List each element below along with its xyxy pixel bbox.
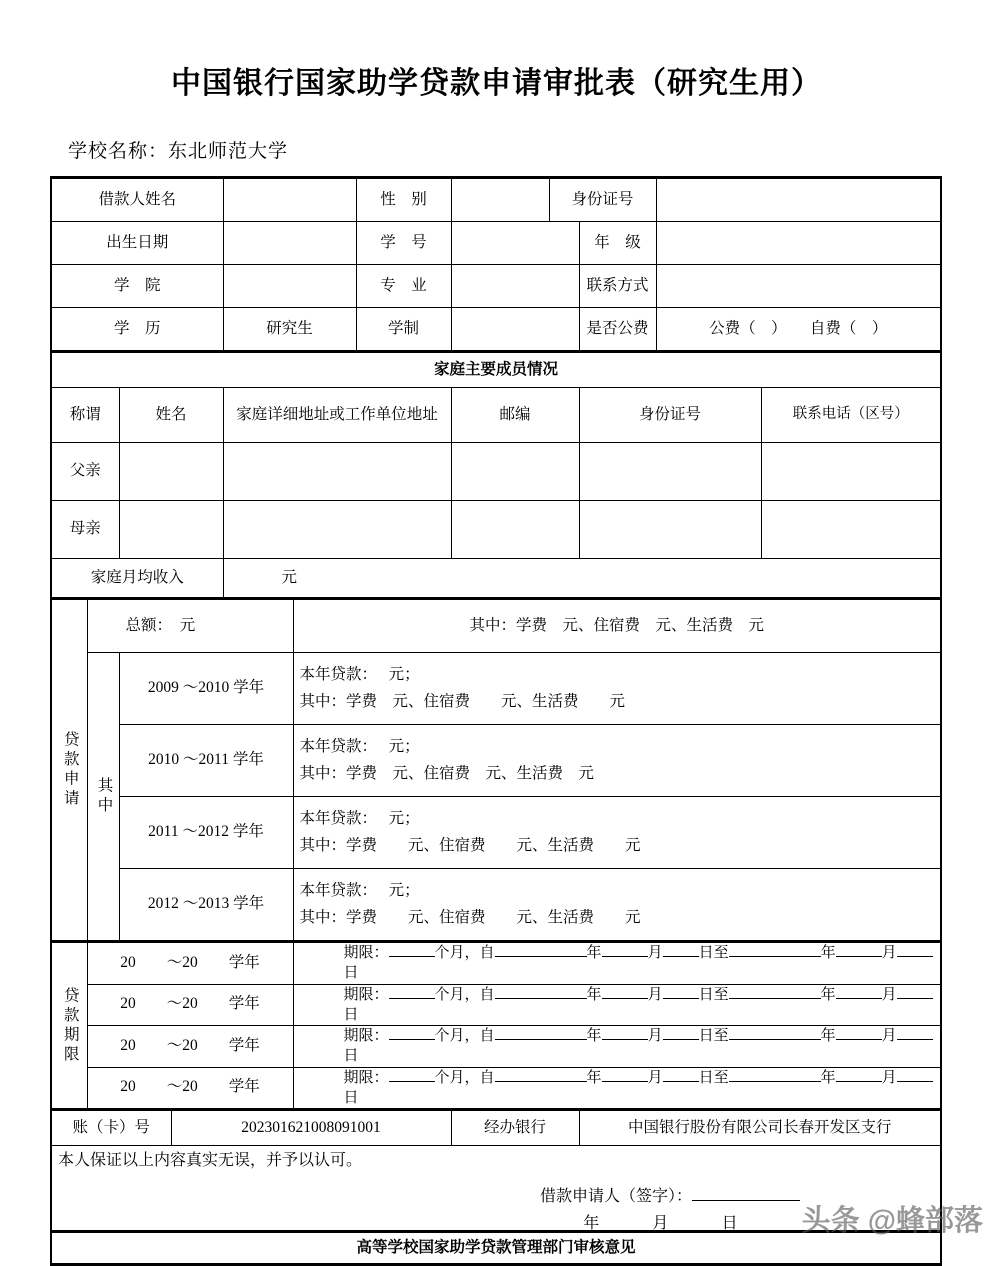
signature-date-year: 年 [583, 1215, 606, 1233]
family-id-mother[interactable] [579, 501, 761, 559]
period-blank-day2-3[interactable] [897, 1039, 933, 1040]
period-blank-day-1[interactable] [663, 956, 699, 957]
account-row [51, 1110, 941, 1146]
period-unit-mon-1: 月 [647, 945, 663, 961]
major-label: 专 业 [356, 265, 451, 308]
family-address-father[interactable] [223, 443, 451, 501]
loan-year-label-3: 2011 ～2012 学年 [119, 797, 293, 869]
period-blank-year-4[interactable] [495, 1081, 587, 1082]
table-row-borrower-name [51, 178, 941, 222]
contact-label: 联系方式 [579, 265, 656, 308]
loan-period-vertical-label: 贷款期限 [51, 942, 87, 1110]
period-blank-year-1[interactable] [495, 956, 587, 957]
family-section-title: 家庭主要成员情况 [51, 352, 941, 388]
period-unit-month-4: 个月，自 [434, 1069, 495, 1086]
period-blank-month-2[interactable] [389, 998, 435, 999]
period-unit-day-3: 日至 [698, 1028, 729, 1044]
gender-value[interactable] [451, 178, 549, 222]
loan-year-breakdown-4: 其中：学费 元、住宿费 元、生活费 元 [299, 908, 641, 926]
family-header-id-number: 身份证号 [579, 388, 761, 443]
period-blank-mon-1[interactable] [602, 956, 648, 957]
declaration-text: 本人保证以上内容真实无误，并予以认可。 [58, 1152, 363, 1169]
loan-sub-vertical-label: 其中 [87, 653, 119, 942]
family-header-postcode: 邮编 [451, 388, 579, 443]
period-unit-day2-2: 日 [343, 1006, 359, 1023]
period-blank-mon-3[interactable] [602, 1039, 648, 1040]
period-unit-mon-4: 月 [647, 1069, 663, 1086]
loan-year-content-3[interactable] [293, 797, 941, 869]
period-blank-month-3[interactable] [389, 1039, 435, 1040]
period-blank-year2-3[interactable] [729, 1039, 821, 1040]
loan-year-breakdown-2: 其中：学费 元、住宿费 元、生活费 元 [299, 764, 595, 782]
family-income-row [51, 559, 941, 599]
loan-period-row-2 [51, 984, 941, 1026]
period-blank-day-3[interactable] [663, 1039, 699, 1040]
major-value[interactable] [451, 265, 579, 308]
student-number-label: 学 号 [356, 222, 451, 265]
loan-period-row-4 [51, 1067, 941, 1110]
loan-year-row-2 [51, 725, 941, 797]
period-unit-year2-1: 年 [820, 945, 836, 961]
handling-bank-label: 经办银行 [451, 1110, 579, 1146]
period-unit-year2-3: 年 [820, 1028, 836, 1044]
period-blank-mon-4[interactable] [602, 1081, 648, 1082]
period-unit-month-1: 个月，自 [434, 945, 495, 961]
period-unit-year-1: 年 [586, 945, 602, 961]
loan-year-breakdown-3: 其中：学费 元、住宿费 元、生活费 元 [299, 836, 641, 854]
loan-period-content-3[interactable] [293, 1026, 941, 1068]
borrower-name-label: 借款人姓名 [51, 178, 223, 222]
period-blank-month-1[interactable] [389, 956, 435, 957]
loan-total-label[interactable]: 总额： 元 [87, 599, 293, 653]
period-blank-mon2-3[interactable] [836, 1039, 882, 1040]
family-postcode-mother[interactable] [451, 501, 579, 559]
period-unit-day-1: 日至 [698, 945, 729, 961]
period-blank-day2-1[interactable] [897, 956, 933, 957]
school-system-value[interactable] [451, 308, 579, 352]
signature-date-month: 月 [652, 1215, 675, 1233]
gender-label: 性 别 [356, 178, 451, 222]
loan-period-year-1[interactable]: 20 ～20 学年 [87, 942, 293, 985]
period-unit-mon2-3: 月 [881, 1028, 897, 1044]
period-blank-month-4[interactable] [389, 1081, 435, 1082]
family-name-mother[interactable] [119, 501, 223, 559]
family-header-relation: 称谓 [51, 388, 119, 443]
birth-date-label: 出生日期 [51, 222, 223, 265]
period-unit-mon-3: 月 [647, 1028, 663, 1044]
loan-year-row-4 [51, 869, 941, 942]
family-section-title-row [51, 352, 941, 388]
period-unit-year2-4: 年 [820, 1069, 836, 1086]
period-blank-day-4[interactable] [663, 1081, 699, 1082]
period-unit-month-2: 个月，自 [434, 986, 495, 1003]
id-number-value[interactable] [656, 178, 941, 222]
loan-period-year-4[interactable]: 20 ～20 学年 [87, 1067, 293, 1110]
loan-application-vertical-label: 贷款申请 [51, 599, 87, 942]
family-row-father [51, 443, 941, 501]
loan-year-label-4: 2012 ～2013 学年 [119, 869, 293, 942]
period-blank-day-2[interactable] [663, 998, 699, 999]
period-unit-mon2-2: 月 [881, 986, 897, 1003]
loan-year-content-1[interactable] [293, 653, 941, 725]
grade-value[interactable] [656, 222, 941, 265]
period-unit-year-3: 年 [586, 1028, 602, 1044]
period-prefix-4: 期限： [343, 1069, 389, 1086]
school-name-value: 东北师范大学 [168, 141, 289, 162]
review-department-title: 高等学校国家助学贷款管理部门审核意见 [51, 1232, 941, 1265]
signature-blank[interactable] [692, 1200, 800, 1201]
family-row-mother [51, 501, 941, 559]
loan-period-year-2[interactable]: 20 ～20 学年 [87, 984, 293, 1026]
period-prefix-3: 期限： [343, 1028, 389, 1044]
period-prefix-2: 期限： [343, 986, 389, 1003]
student-number-value[interactable] [451, 222, 579, 265]
period-unit-year-2: 年 [586, 986, 602, 1003]
family-phone-father[interactable] [761, 443, 941, 501]
family-id-father[interactable] [579, 443, 761, 501]
funding-type-label: 是否公费 [579, 308, 656, 352]
college-label: 学 院 [51, 265, 223, 308]
borrower-name-value[interactable] [223, 178, 356, 222]
period-unit-day-4: 日至 [698, 1069, 729, 1086]
loan-period-row-3 [51, 1026, 941, 1068]
watermark-text: 头条 @蜂部落 [801, 1205, 983, 1237]
period-blank-year2-1[interactable] [729, 956, 821, 957]
family-relation-mother: 母亲 [51, 501, 119, 559]
loan-year-label-2: 2010 ～2011 学年 [119, 725, 293, 797]
period-unit-month-3: 个月，自 [434, 1028, 495, 1044]
loan-year-annual-3: 本年贷款： 元； [299, 809, 420, 827]
loan-year-annual-2: 本年贷款： 元； [299, 737, 420, 755]
period-blank-year-3[interactable] [495, 1039, 587, 1040]
family-address-mother[interactable] [223, 501, 451, 559]
family-relation-father: 父亲 [51, 443, 119, 501]
period-blank-mon2-2[interactable] [836, 998, 882, 999]
family-phone-mother[interactable] [761, 501, 941, 559]
page-title: 中国银行国家助学贷款申请审批表（研究生用） [171, 67, 822, 100]
account-number-label: 账（卡）号 [51, 1110, 171, 1146]
table-row-education [51, 308, 941, 352]
loan-year-content-2[interactable] [293, 725, 941, 797]
loan-total-row [51, 599, 941, 653]
period-blank-day2-4[interactable] [897, 1081, 933, 1082]
grade-label: 年 级 [579, 222, 656, 265]
loan-year-annual-1: 本年贷款： 元； [299, 665, 420, 683]
period-blank-mon2-1[interactable] [836, 956, 882, 957]
table-row-birth-date [51, 222, 941, 265]
period-unit-year-4: 年 [586, 1069, 602, 1086]
period-unit-day-2: 日至 [698, 986, 729, 1003]
loan-year-row-1 [51, 653, 941, 725]
loan-year-annual-4: 本年贷款： 元； [299, 881, 420, 899]
family-header-name: 姓名 [119, 388, 223, 443]
period-blank-year-2[interactable] [495, 998, 587, 999]
loan-year-content-4[interactable] [293, 869, 941, 942]
period-blank-mon-2[interactable] [602, 998, 648, 999]
loan-year-breakdown-1: 其中：学费 元、住宿费 元、生活费 元 [299, 692, 626, 710]
school-system-label: 学制 [356, 308, 451, 352]
loan-period-content-1[interactable] [293, 942, 941, 985]
education-label: 学 历 [51, 308, 223, 352]
loan-period-content-2[interactable] [293, 984, 941, 1026]
period-unit-day2-3: 日 [343, 1048, 359, 1065]
family-income-label: 家庭月均收入 [51, 559, 223, 599]
period-blank-mon2-4[interactable] [836, 1081, 882, 1082]
signature-label: 借款申请人（签字）： [540, 1187, 693, 1205]
period-blank-day2-2[interactable] [897, 998, 933, 999]
handling-bank-value[interactable]: 中国银行股份有限公司长春开发区支行 [579, 1110, 941, 1146]
period-blank-year2-4[interactable] [729, 1081, 821, 1082]
period-unit-mon2-4: 月 [881, 1069, 897, 1086]
family-name-father[interactable] [119, 443, 223, 501]
loan-period-year-3[interactable]: 20 ～20 学年 [87, 1026, 293, 1068]
loan-year-label-1: 2009 ～2010 学年 [119, 653, 293, 725]
period-prefix-1: 期限： [343, 945, 389, 961]
loan-period-row-1 [51, 942, 941, 985]
family-income-value[interactable]: 元 [223, 559, 941, 599]
period-blank-year2-2[interactable] [729, 998, 821, 999]
table-row-college [51, 265, 941, 308]
signature-date-day: 日 [721, 1215, 745, 1233]
period-unit-mon-2: 月 [647, 986, 663, 1003]
period-unit-day2-4: 日 [343, 1089, 359, 1106]
loan-total-breakdown[interactable]: 其中：学费 元、住宿费 元、生活费 元 [293, 599, 941, 653]
family-header-phone: 联系电话（区号） [761, 388, 941, 443]
contact-value[interactable] [656, 265, 941, 308]
education-value[interactable]: 研究生 [223, 308, 356, 352]
college-value[interactable] [223, 265, 356, 308]
school-name-label: 学校名称： [68, 141, 169, 162]
birth-date-value[interactable] [223, 222, 356, 265]
family-header-address: 家庭详细地址或工作单位地址 [223, 388, 451, 443]
period-unit-day2-1: 日 [343, 965, 359, 982]
id-number-label: 身份证号 [549, 178, 656, 222]
loan-year-row-3 [51, 797, 941, 869]
account-number-value[interactable]: 202301621008091001 [171, 1110, 451, 1146]
school-line [68, 136, 288, 163]
application-form-table [50, 176, 942, 1266]
period-unit-year2-2: 年 [820, 986, 836, 1003]
family-header-row [51, 388, 941, 443]
period-unit-mon2-1: 月 [881, 945, 897, 961]
loan-period-content-4[interactable] [293, 1067, 941, 1110]
funding-type-value[interactable]: 公费（ ） 自费（ ） [656, 308, 941, 352]
family-postcode-father[interactable] [451, 443, 579, 501]
